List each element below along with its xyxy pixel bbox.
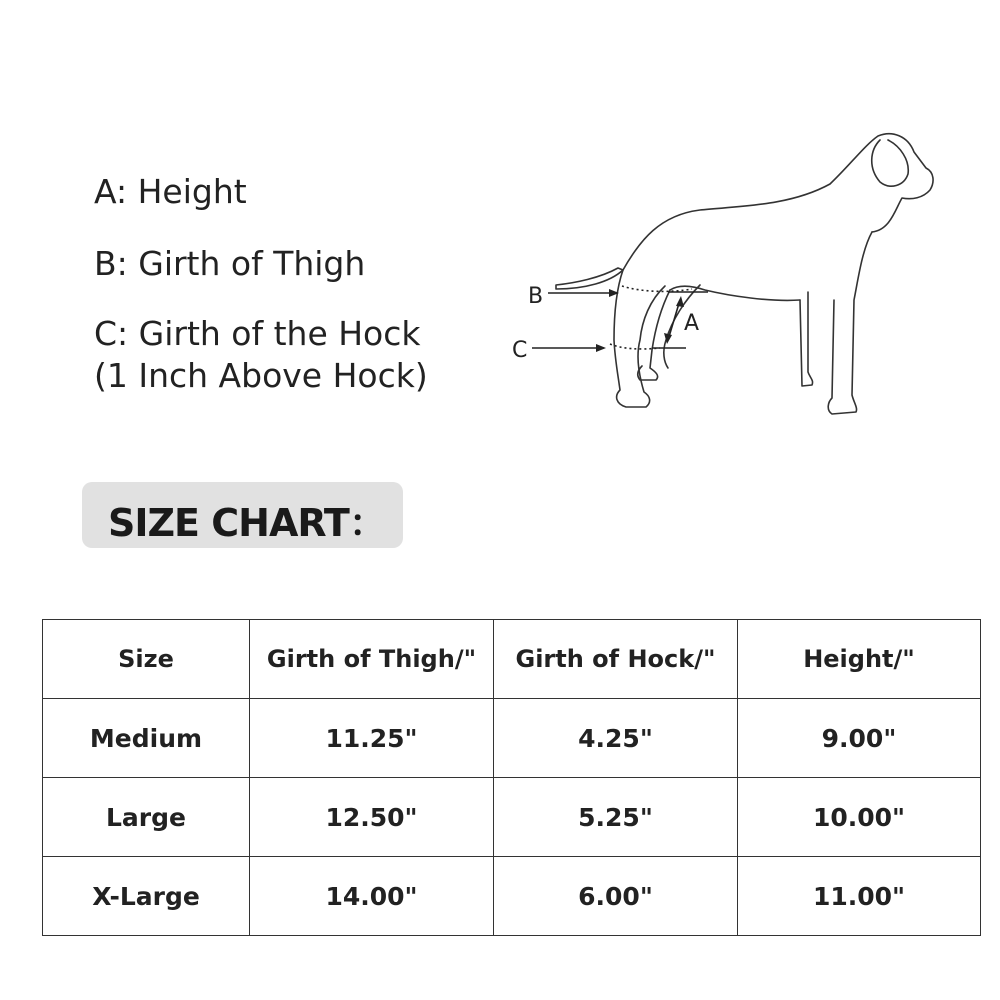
cell-thigh: 11.25": [250, 699, 494, 778]
hock-pointer-arrow: [596, 344, 606, 352]
cell-hock: 6.00": [494, 857, 738, 936]
cell-height: 10.00": [738, 778, 981, 857]
label-c: C: [512, 338, 528, 363]
size-table: [42, 619, 981, 936]
cell-hock: 4.25": [494, 699, 738, 778]
legend-height: A: Height: [94, 172, 247, 211]
cell-hock: 5.25": [494, 778, 738, 857]
cell-size: Medium: [43, 699, 250, 778]
cell-height: 11.00": [738, 857, 981, 936]
table-row: [43, 778, 981, 857]
dog-measurement-diagram: [500, 120, 960, 430]
height-arrow-top: [676, 296, 684, 307]
cell-size: X-Large: [43, 857, 250, 936]
label-b: B: [528, 284, 544, 309]
legend-thigh-girth: B: Girth of Thigh: [94, 244, 366, 283]
header-thigh-girth: Girth of Thigh/": [250, 620, 494, 699]
header-height: Height/": [738, 620, 981, 699]
cell-height: 9.00": [738, 699, 981, 778]
size-chart-title-box: [82, 482, 403, 548]
header-hock-girth: Girth of Hock/": [494, 620, 738, 699]
dog-outline: [556, 134, 933, 414]
legend-hock-girth: C: Girth of the Hock: [94, 314, 421, 353]
table-row: [43, 699, 981, 778]
cell-thigh: 12.50": [250, 778, 494, 857]
cell-size: Large: [43, 778, 250, 857]
measurement-marks: [532, 286, 708, 352]
cell-thigh: 14.00": [250, 857, 494, 936]
legend-hock-note: (1 Inch Above Hock): [94, 356, 428, 395]
table-header-row: [43, 620, 981, 699]
header-size: Size: [43, 620, 250, 699]
table-row: [43, 857, 981, 936]
label-a: A: [684, 311, 700, 336]
size-chart-title: SIZE CHART：: [108, 501, 386, 545]
